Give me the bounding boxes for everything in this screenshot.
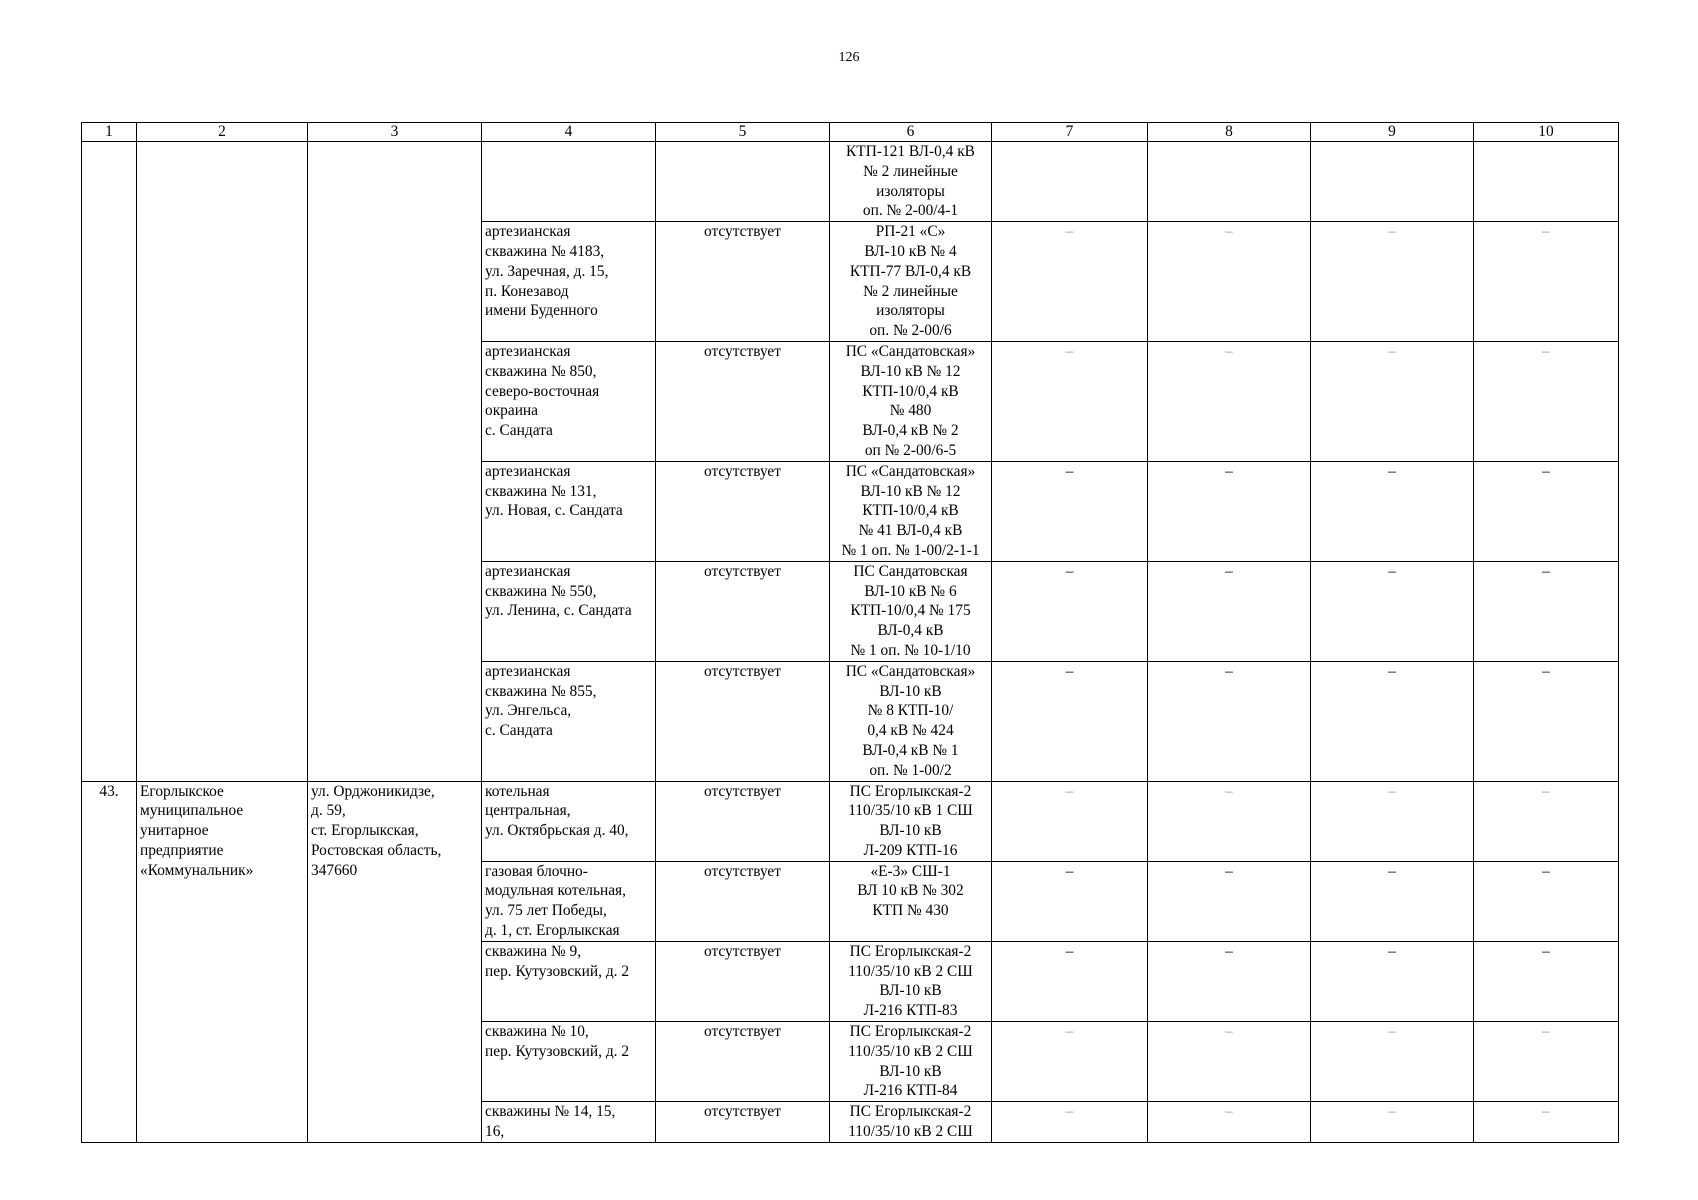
col-header-8: 8 bbox=[1148, 123, 1311, 142]
address-cell: ул. Орджоникидзе, д. 59, ст. Егорлыкская, Ростовская область, 347660 bbox=[308, 781, 482, 1142]
col-header-2: 2 bbox=[137, 123, 308, 142]
col9-cell bbox=[1311, 142, 1474, 222]
col10-cell: – bbox=[1474, 661, 1619, 781]
col10-cell: – bbox=[1474, 222, 1619, 342]
col-header-7: 7 bbox=[992, 123, 1148, 142]
object-cell: артезианская скважина № 4183, ул. Заречная, д. 15, п. Конезавод имени Буденного bbox=[482, 222, 656, 342]
col10-cell bbox=[1474, 142, 1619, 222]
status-cell: отсутствует bbox=[656, 781, 830, 861]
status-cell: отсутствует bbox=[656, 222, 830, 342]
col8-cell: – bbox=[1148, 861, 1311, 941]
col7-cell: – bbox=[992, 461, 1148, 561]
col10-cell: – bbox=[1474, 461, 1619, 561]
organization-cell: Егорлыкское муниципальное унитарное предприятие «Коммунальник» bbox=[137, 781, 308, 1142]
col9-cell: – bbox=[1311, 781, 1474, 861]
col8-cell: – bbox=[1148, 341, 1311, 461]
object-cell: скважина № 9, пер. Кутузовский, д. 2 bbox=[482, 941, 656, 1021]
col10-cell: – bbox=[1474, 781, 1619, 861]
col10-cell: – bbox=[1474, 1022, 1619, 1102]
supply-cell: ПС «Сандатовская» ВЛ-10 кВ № 8 КТП-10/ 0,4 кВ № 424 ВЛ-0,4 кВ № 1 оп. № 1-00/2 bbox=[830, 661, 992, 781]
status-cell: отсутствует bbox=[656, 461, 830, 561]
status-cell: отсутствует bbox=[656, 941, 830, 1021]
col-header-6: 6 bbox=[830, 123, 992, 142]
col8-cell bbox=[1148, 142, 1311, 222]
col8-cell: – bbox=[1148, 461, 1311, 561]
column-number-row bbox=[82, 123, 1619, 142]
col9-cell: – bbox=[1311, 222, 1474, 342]
col-header-3: 3 bbox=[308, 123, 482, 142]
object-cell: артезианская скважина № 550, ул. Ленина, с. Сандата bbox=[482, 561, 656, 661]
status-cell bbox=[656, 142, 830, 222]
col9-cell: – bbox=[1311, 341, 1474, 461]
col7-cell: – bbox=[992, 861, 1148, 941]
status-cell: отсутствует bbox=[656, 1022, 830, 1102]
status-cell: отсутствует bbox=[656, 561, 830, 661]
col7-cell: – bbox=[992, 341, 1148, 461]
col9-cell: – bbox=[1311, 941, 1474, 1021]
supply-cell: ПС Егорлыкская-2 110/35/10 кВ 2 СШ ВЛ-10 кВ Л-216 КТП-84 bbox=[830, 1022, 992, 1102]
col10-cell: – bbox=[1474, 561, 1619, 661]
col9-cell: – bbox=[1311, 661, 1474, 781]
supply-cell: ПС Сандатовская ВЛ-10 кВ № 6 КТП-10/0,4 № 175 ВЛ-0,4 кВ № 1 оп. № 10-1/10 bbox=[830, 561, 992, 661]
col7-cell: – bbox=[992, 661, 1148, 781]
col7-cell: – bbox=[992, 781, 1148, 861]
col-header-9: 9 bbox=[1311, 123, 1474, 142]
status-cell: отсутствует bbox=[656, 861, 830, 941]
col9-cell: – bbox=[1311, 1022, 1474, 1102]
address-cell bbox=[308, 142, 482, 782]
supply-cell: ПС Егорлыкская-2 110/35/10 кВ 1 СШ ВЛ-10 кВ Л-209 КТП-16 bbox=[830, 781, 992, 861]
col10-cell: – bbox=[1474, 861, 1619, 941]
col7-cell: – bbox=[992, 1022, 1148, 1102]
col-header-5: 5 bbox=[656, 123, 830, 142]
entry-number-cell: 43. bbox=[82, 781, 137, 1142]
col7-cell: – bbox=[992, 1102, 1148, 1143]
entry-number-cell bbox=[82, 142, 137, 782]
col-header-1: 1 bbox=[82, 123, 137, 142]
col8-cell: – bbox=[1148, 222, 1311, 342]
object-cell: газовая блочно- модульная котельная, ул. 75 лет Победы, д. 1, ст. Егорлыкская bbox=[482, 861, 656, 941]
col9-cell: – bbox=[1311, 561, 1474, 661]
col10-cell: – bbox=[1474, 341, 1619, 461]
col7-cell bbox=[992, 142, 1148, 222]
col8-cell: – bbox=[1148, 661, 1311, 781]
supply-cell: «Е-3» СШ-1 ВЛ 10 кВ № 302 КТП № 430 bbox=[830, 861, 992, 941]
supply-cell: РП-21 «С» ВЛ-10 кВ № 4 КТП-77 ВЛ-0,4 кВ № 2 линейные изоляторы оп. № 2-00/6 bbox=[830, 222, 992, 342]
col8-cell: – bbox=[1148, 1022, 1311, 1102]
object-cell: артезианская скважина № 850, северо-восточная окраина с. Сандата bbox=[482, 341, 656, 461]
col10-cell: – bbox=[1474, 1102, 1619, 1143]
col7-cell: – bbox=[992, 222, 1148, 342]
table-row bbox=[82, 781, 1619, 861]
col9-cell: – bbox=[1311, 861, 1474, 941]
supply-cell: ПС «Сандатовская» ВЛ-10 кВ № 12 КТП-10/0,4 кВ № 480 ВЛ-0,4 кВ № 2 оп № 2-00/6-5 bbox=[830, 341, 992, 461]
supply-cell: ПС «Сандатовская» ВЛ-10 кВ № 12 КТП-10/0,4 кВ № 41 ВЛ-0,4 кВ № 1 оп. № 1-00/2-1-1 bbox=[830, 461, 992, 561]
col8-cell: – bbox=[1148, 941, 1311, 1021]
col9-cell: – bbox=[1311, 1102, 1474, 1143]
table-row bbox=[82, 142, 1619, 222]
col10-cell: – bbox=[1474, 941, 1619, 1021]
object-cell: артезианская скважина № 855, ул. Энгельса, с. Сандата bbox=[482, 661, 656, 781]
object-cell bbox=[482, 142, 656, 222]
status-cell: отсутствует bbox=[656, 341, 830, 461]
object-cell: скважины № 14, 15, 16, bbox=[482, 1102, 656, 1143]
page-number: 126 bbox=[838, 50, 860, 65]
col8-cell: – bbox=[1148, 1102, 1311, 1143]
supply-cell: ПС Егорлыкская-2 110/35/10 кВ 2 СШ ВЛ-10 кВ Л-216 КТП-83 bbox=[830, 941, 992, 1021]
col9-cell: – bbox=[1311, 461, 1474, 561]
organization-cell bbox=[137, 142, 308, 782]
col8-cell: – bbox=[1148, 561, 1311, 661]
col7-cell: – bbox=[992, 941, 1148, 1021]
status-cell: отсутствует bbox=[656, 661, 830, 781]
object-cell: артезианская скважина № 131, ул. Новая, с. Сандата bbox=[482, 461, 656, 561]
col7-cell: – bbox=[992, 561, 1148, 661]
supply-cell: КТП-121 ВЛ-0,4 кВ № 2 линейные изоляторы оп. № 2-00/4-1 bbox=[830, 142, 992, 222]
col-header-4: 4 bbox=[482, 123, 656, 142]
status-cell: отсутствует bbox=[656, 1102, 830, 1143]
col-header-10: 10 bbox=[1474, 123, 1619, 142]
supply-cell: ПС Егорлыкская-2 110/35/10 кВ 2 СШ bbox=[830, 1102, 992, 1143]
object-cell: котельная центральная, ул. Октябрьская д. 40, bbox=[482, 781, 656, 861]
col8-cell: – bbox=[1148, 781, 1311, 861]
registry-table bbox=[81, 122, 1619, 1143]
object-cell: скважина № 10, пер. Кутузовский, д. 2 bbox=[482, 1022, 656, 1102]
